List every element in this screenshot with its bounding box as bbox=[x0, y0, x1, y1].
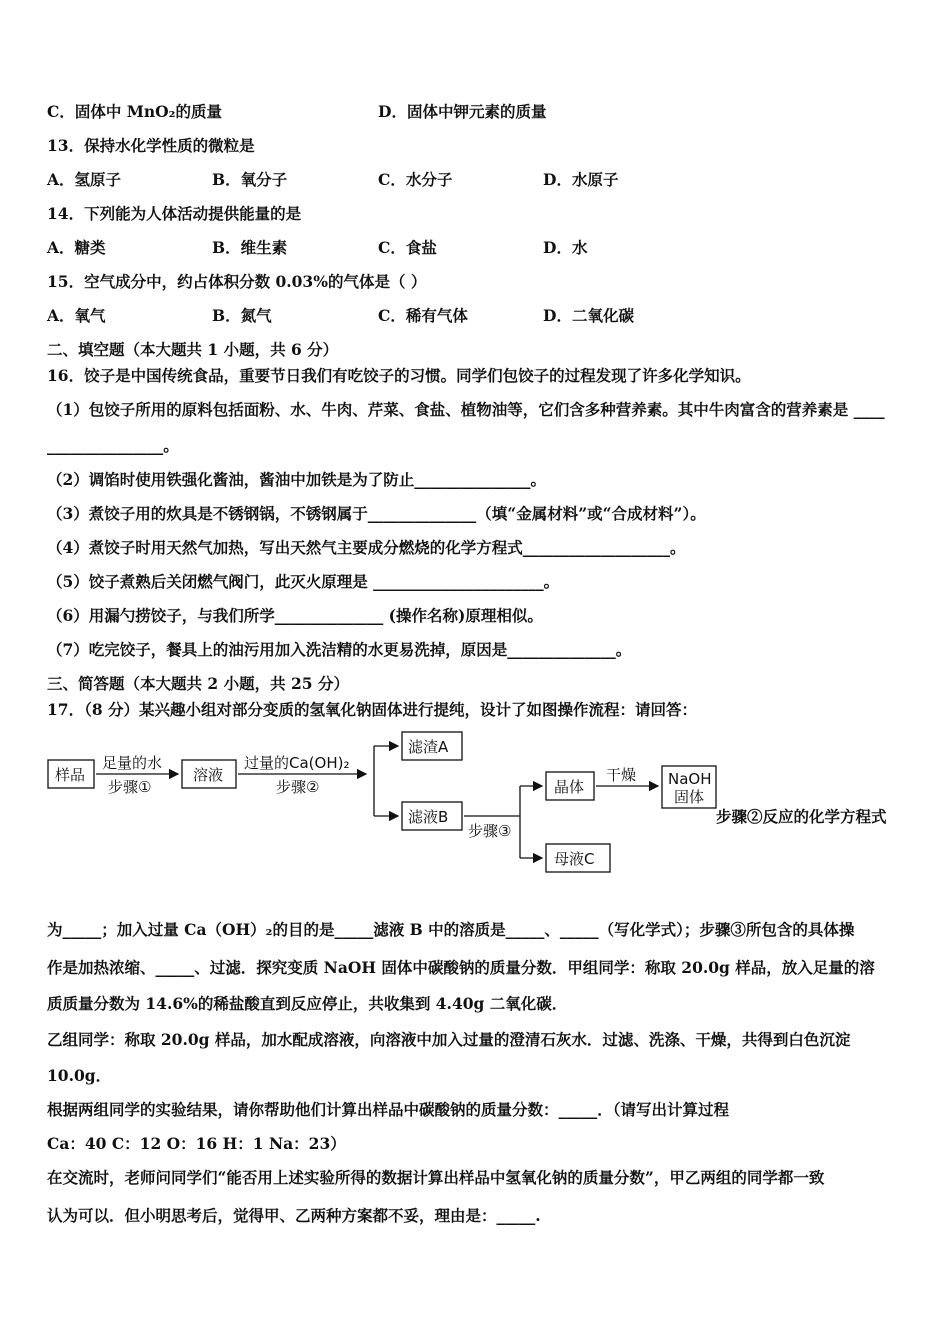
section3-heading: 三、简答题（本大题共 2 小题，共 25 分） bbox=[47, 674, 349, 693]
q13-option-a: A．氢原子 bbox=[47, 170, 122, 189]
q16-part7: （7）吃完饺子，餐具上的油污用加入洗洁精的水更易洗掉，原因是______________。 bbox=[47, 640, 632, 659]
arrow1-bottom-label: 步骤① bbox=[108, 778, 152, 796]
residue-a-label: 滤渣A bbox=[408, 738, 449, 756]
q17-line6: 根据两组同学的实验结果，请你帮助他们计算出样品中碳酸钠的质量分数：_____．（请写出计算过程 bbox=[47, 1100, 730, 1119]
q15-option-a: A．氧气 bbox=[47, 306, 106, 325]
q16-part1a: （1）包饺子所用的原料包括面粉、水、牛肉、芹菜、食盐、植物油等，它们含多种营养素。其中牛肉富含的营养素是 ____ bbox=[47, 400, 885, 419]
q17-line4: 乙组同学：称取 20.0g 样品，加水配成溶液，向溶液中加入过量的澄清石灰水．过滤、洗涤、干燥，共得到白色沉淀 bbox=[47, 1030, 851, 1049]
q17-stem: 17．（8 分）某兴趣小组对部分变质的氢氧化钠固体进行提纯，设计了如图操作流程：请回答： bbox=[47, 700, 698, 719]
q13-option-d: D．水原子 bbox=[543, 170, 619, 189]
step3-label: 步骤③ bbox=[468, 822, 512, 840]
naoh-label-1: NaOH bbox=[668, 770, 712, 788]
q12-option-d: D．固体中钾元素的质量 bbox=[378, 102, 547, 121]
q16-part5: （5）饺子煮熟后关闭燃气阀门，此灭火原理是 ______________________。 bbox=[47, 572, 560, 591]
arrow2-bottom-label: 步骤② bbox=[276, 778, 320, 796]
dry-label: 干燥 bbox=[606, 766, 637, 784]
mother-c-label: 母液C bbox=[554, 850, 595, 868]
q16-part4: （4）煮饺子时用天然气加热，写出天然气主要成分燃烧的化学方程式___________________。 bbox=[47, 538, 686, 557]
q15-option-d: D．二氧化碳 bbox=[543, 306, 634, 325]
q17-line9: 认为可以．但小明思考后，觉得甲、乙两种方案都不妥，理由是：_____. bbox=[47, 1206, 541, 1225]
q15-stem: 15．空气成分中，约占体积分数 0.03%的气体是（ ） bbox=[47, 272, 427, 291]
q17-line7: Ca：40 C：12 O：16 H：1 Na：23） bbox=[47, 1134, 346, 1153]
q14-option-a: A．糖类 bbox=[47, 238, 106, 257]
q17-side-text: 步骤②反应的化学方程式 bbox=[716, 807, 887, 826]
section2-heading: 二、填空题（本大题共 1 小题，共 6 分） bbox=[47, 340, 339, 359]
process-flow-diagram bbox=[40, 728, 740, 888]
solution-label: 溶液 bbox=[193, 766, 224, 784]
q15-option-c: C．稀有气体 bbox=[378, 306, 468, 325]
q14-option-d: D．水 bbox=[543, 238, 588, 257]
q16-part2: （2）调馅时使用铁强化酱油，酱油中加铁是为了防止_______________。 bbox=[47, 470, 547, 489]
q14-option-b: B．维生素 bbox=[212, 238, 288, 257]
q14-stem: 14．下列能为人体活动提供能量的是 bbox=[47, 204, 302, 223]
sample-label: 样品 bbox=[55, 766, 86, 784]
q17-line8: 在交流时，老师问同学们“能否用上述实验所得的数据计算出样品中氢氧化钠的质量分数”，甲乙两组的同学都一致 bbox=[47, 1168, 825, 1187]
q17-line1: 为_____；加入过量 Ca（OH）₂的目的是_____滤液 B 中的溶质是_____、_____（写化学式）；步骤③所包含的具体操 bbox=[47, 920, 855, 939]
q13-option-c: C．水分子 bbox=[378, 170, 453, 189]
filtrate-b-label: 滤液B bbox=[408, 808, 449, 826]
arrow2-top-label: 过量的Ca(OH)₂ bbox=[244, 754, 350, 772]
q12-option-c: C．固体中 MnO₂的质量 bbox=[47, 102, 222, 121]
q16-part1b: _______________。 bbox=[47, 436, 179, 455]
q17-line5: 10.0g． bbox=[47, 1066, 112, 1085]
crystal-label: 晶体 bbox=[554, 778, 585, 796]
q13-stem: 13．保持水化学性质的微粒是 bbox=[47, 136, 255, 155]
q16-part6: （6）用漏勺捞饺子，与我们所学______________ (操作名称)原理相似。 bbox=[47, 606, 543, 625]
arrow1-top-label: 足量的水 bbox=[102, 754, 163, 772]
q16-part3: （3）煮饺子用的炊具是不锈钢锅，不锈钢属于______________（填“金属材料”或“合成材料”）。 bbox=[47, 504, 706, 523]
q15-option-b: B．氮气 bbox=[212, 306, 272, 325]
q17-line3: 质质量分数为 14.6%的稀盐酸直到反应停止，共收集到 4.40g 二氧化碳． bbox=[47, 994, 568, 1013]
naoh-label-2: 固体 bbox=[674, 788, 705, 806]
q17-line2: 作是加热浓缩、_____、过滤．探究变质 NaOH 固体中碳酸钠的质量分数．甲组同学：称取 20.0g 样品，放入足量的溶 bbox=[47, 958, 875, 977]
q13-option-b: B．氧分子 bbox=[212, 170, 288, 189]
q14-option-c: C．食盐 bbox=[378, 238, 437, 257]
q16-stem: 16．饺子是中国传统食品，重要节日我们有吃饺子的习惯。同学们包饺子的过程发现了许多化学知识。 bbox=[47, 366, 751, 385]
